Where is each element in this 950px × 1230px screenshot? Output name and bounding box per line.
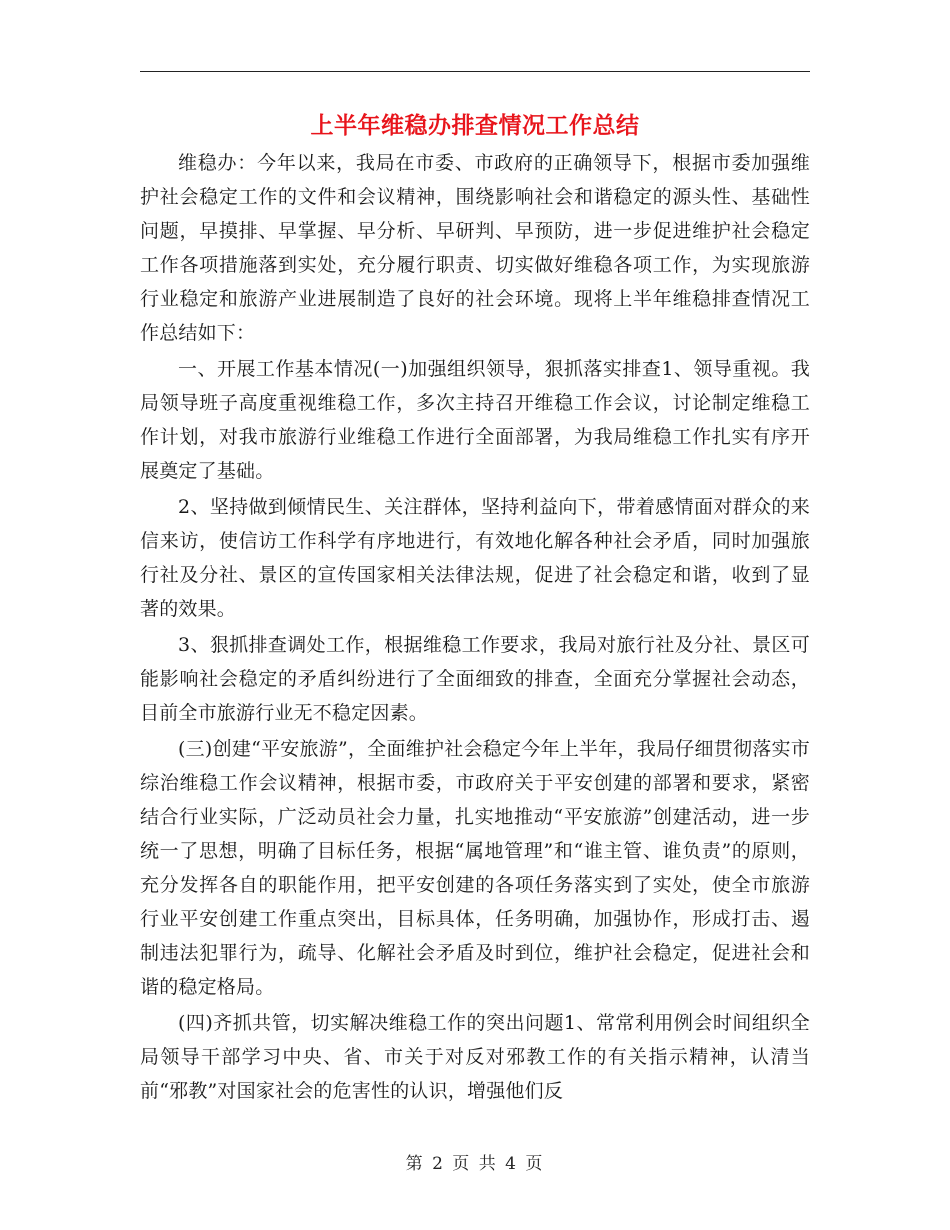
document-title: 上半年维稳办排查情况工作总结 (310, 112, 640, 139)
page-number: 第 2 页 共 4 页 (405, 1154, 545, 1174)
paragraph-section-4: (四)齐抓共管，切实解决维稳工作的突出问题1、常常利用例会时间组织全局领导干部学习中央、省、市关于对反对邪教工作的有关指示精神，认清当前“邪教”对国家社会的危害性的认识，增强他们反 (140, 1012, 810, 1102)
paragraph-intro: 维稳办：今年以来，我局在市委、市政府的正确领导下，根据市委加强维护社会稳定工作的文件和会议精神，围绕影响社会和谐稳定的源头性、基础性问题，早摸排、早掌握、早分析、早研判、早预防，进一步促进维护社会稳定工作各项措施落到实处，充分履行职责、切实做好维稳各项工作，为实现旅游行业稳定和旅游产业进展制造了良好的社会环境。现将上半年维稳排查情况工作总结如下： (140, 152, 810, 344)
paragraph-section-1: 一、开展工作基本情况(一)加强组织领导，狠抓落实排查1、领导重视。我局领导班子高度重视维稳工作，多次主持召开维稳工作会议，讨论制定维稳工作计划，对我市旅游行业维稳工作进行全面部署，为我局维稳工作扎实有序开展奠定了基础。 (140, 358, 810, 482)
document-body (140, 146, 810, 1110)
paragraph-section-3: (三)创建“平安旅游”，全面维护社会稳定今年上半年，我局仔细贯彻落实市综治维稳工作会议精神，根据市委，市政府关于平安创建的部署和要求，紧密结合行业实际，广泛动员社会力量，扎实地推动“平安旅游”创建活动，进一步统一了思想，明确了目标任务，根据“属地管理”和“谁主管、谁负责”的原则，充分发挥各自的职能作用，把平安创建的各项任务落实到了实处，使全市旅游行业平安创建工作重点突出，目标具体，任务明确，加强协作，形成打击、遏制违法犯罪行为，疏导、化解社会矛盾及时到位，维护社会稳定，促进社会和谐的稳定格局。 (140, 738, 810, 998)
paragraph-item-2: 2、坚持做到倾情民生、关注群体，坚持利益向下，带着感情面对群众的来信来访，使信访工作科学有序地进行，有效地化解各种社会矛盾，同时加强旅行社及分社、景区的宣传国家相关法律法规，促进了社会稳定和谐，收到了显著的效果。 (140, 496, 810, 620)
header-rule (140, 71, 810, 72)
paragraph-item-3: 3、狠抓排查调处工作，根据维稳工作要求，我局对旅行社及分社、景区可能影响社会稳定的矛盾纠纷进行了全面细致的排查，全面充分掌握社会动态，目前全市旅游行业无不稳定因素。 (140, 634, 810, 724)
